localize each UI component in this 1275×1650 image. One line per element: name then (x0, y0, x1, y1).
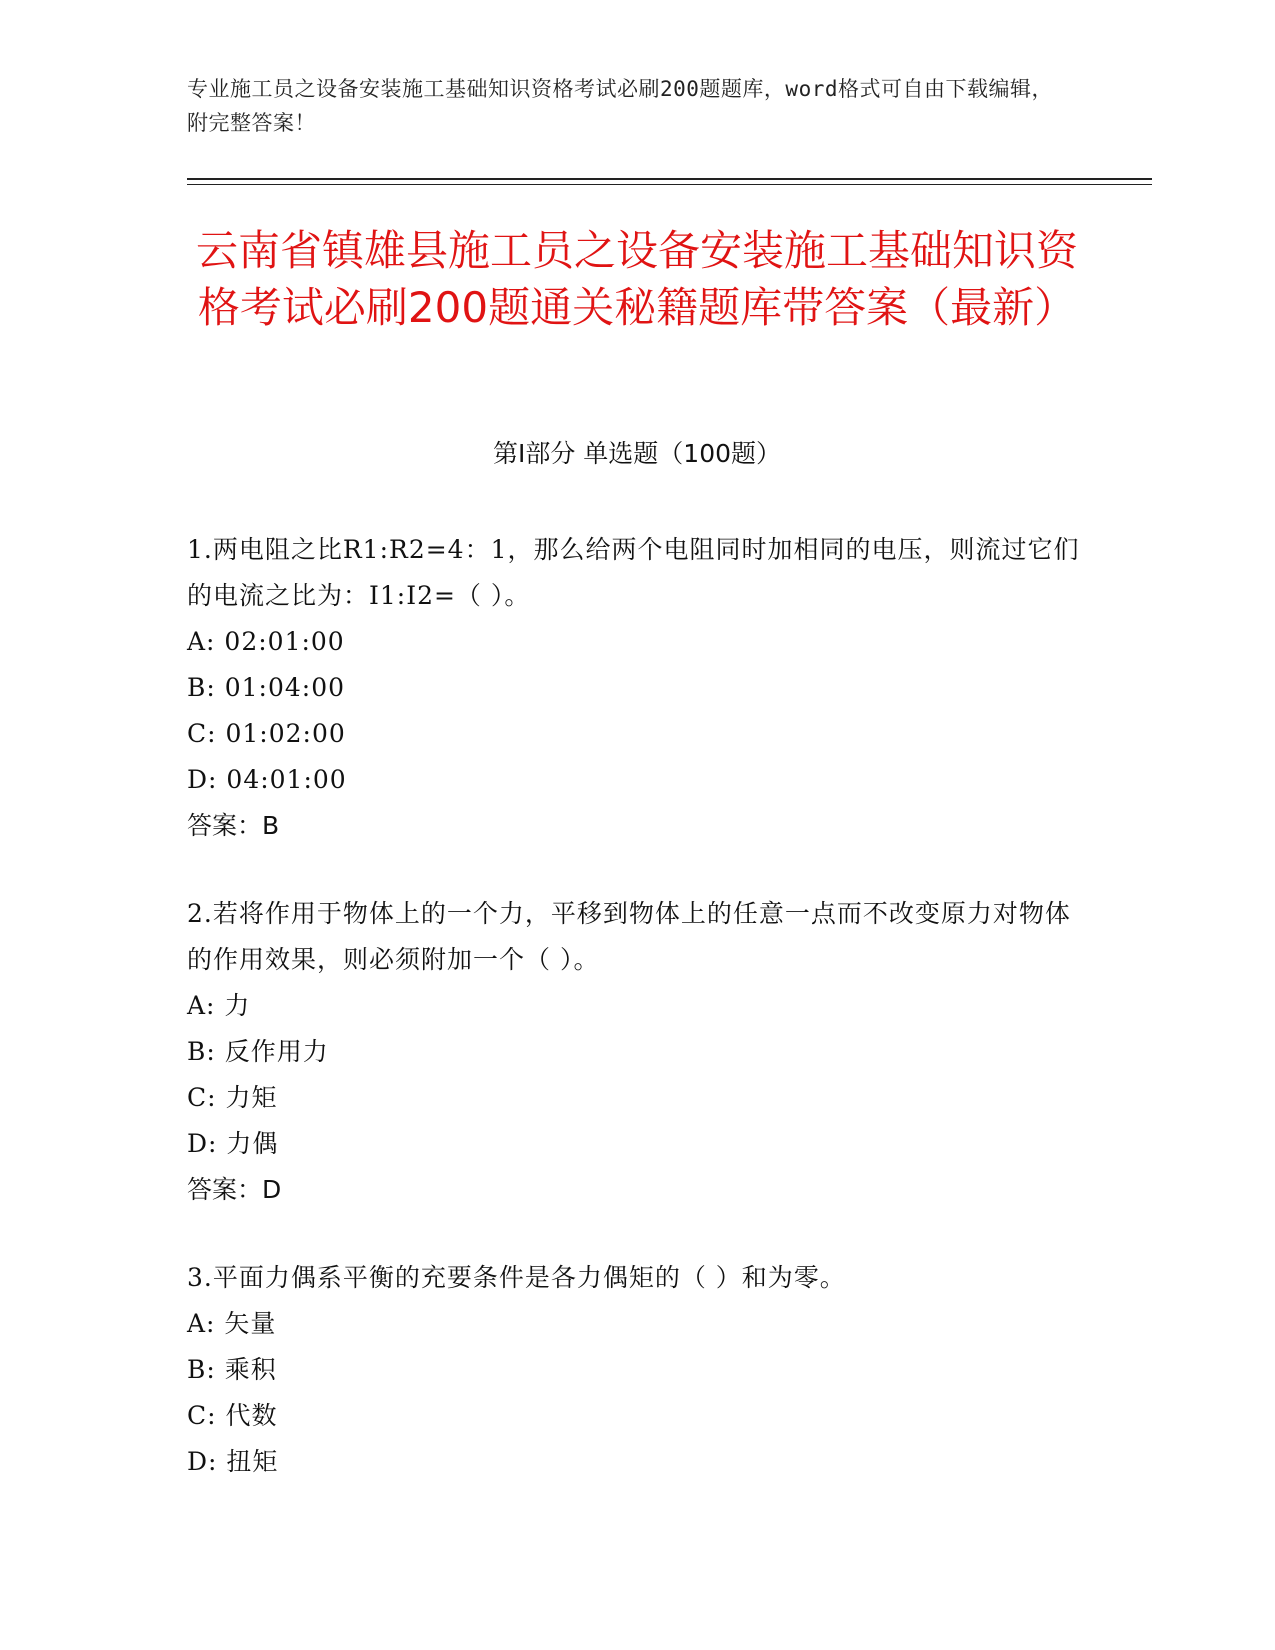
option-d: D: 04:01:00 (187, 765, 347, 794)
option-a: A: 矢量 (187, 1309, 277, 1338)
option-c: C: 01:02:00 (187, 719, 346, 748)
question-3 (187, 1255, 1087, 1485)
question-2 (187, 891, 1087, 1213)
answer: 答案：D (187, 1175, 282, 1204)
header-divider-thin (187, 184, 1152, 185)
header-divider-thick (187, 178, 1152, 180)
question-stem: 3.平面力偶系平衡的充要条件是各力偶矩的（ ）和为零。 (187, 1263, 846, 1292)
question-1 (187, 527, 1087, 849)
section-title: 第I部分 单选题（100题） (492, 439, 782, 468)
question-stem: 1.两电阻之比R1:R2=4：1，那么给两个电阻同时加相同的电压，则流过它们的电流之比为：I1:I2=（ ）。 (187, 535, 1080, 610)
option-a: A: 02:01:00 (187, 627, 345, 656)
option-b: B: 反作用力 (187, 1037, 329, 1066)
option-c: C: 力矩 (187, 1083, 278, 1112)
question-stem: 2.若将作用于物体上的一个力，平移到物体上的任意一点而不改变原力对物体的作用效果，则必须附加一个（ ）。 (187, 899, 1071, 974)
option-d: D: 力偶 (187, 1129, 279, 1158)
option-d: D: 扭矩 (187, 1447, 279, 1476)
answer: 答案：B (187, 811, 280, 840)
option-b: B: 乘积 (187, 1355, 277, 1384)
question-list (187, 527, 1087, 1527)
header-note: 专业施工员之设备安装施工基础知识资格考试必刷200题题库，word格式可自由下载编辑，附完整答案！ (187, 77, 1053, 135)
option-a: A: 力 (187, 991, 251, 1020)
option-b: B: 01:04:00 (187, 673, 346, 702)
document-title: 云南省镇雄县施工员之设备安装施工基础知识资格考试必刷200题通关秘籍题库带答案（最新） (195, 226, 1078, 332)
option-c: C: 代数 (187, 1401, 278, 1430)
